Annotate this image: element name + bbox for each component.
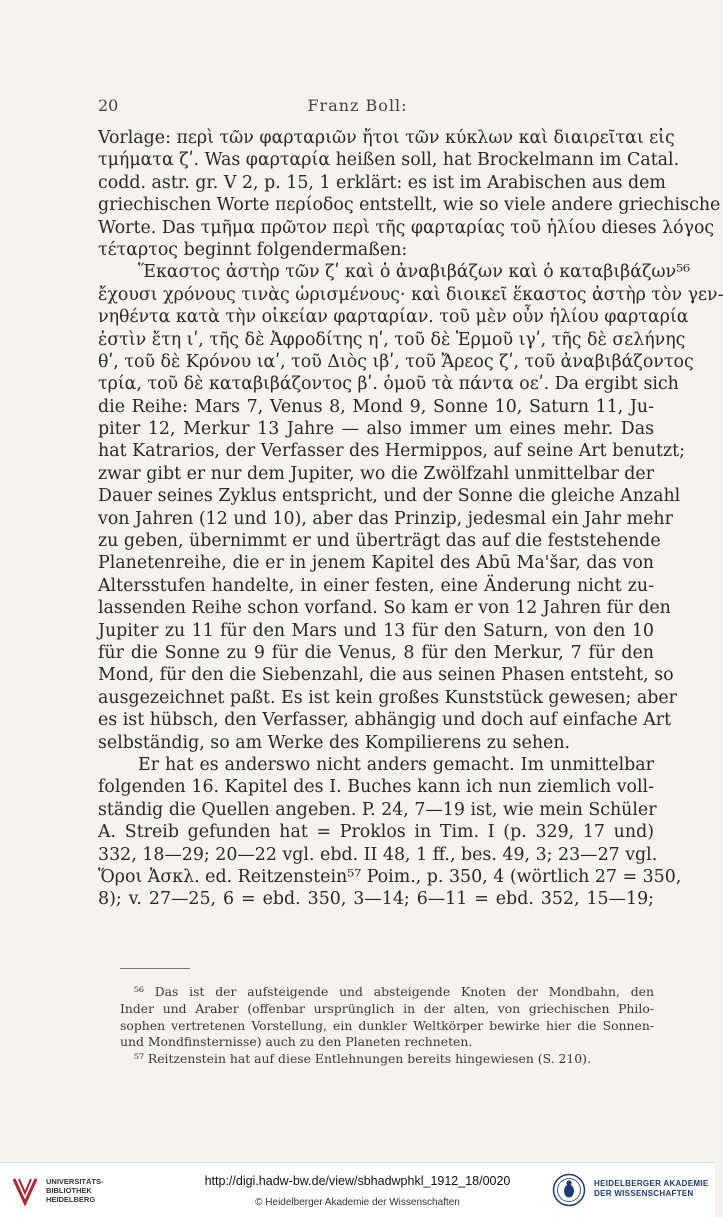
footnote-line: ⁵⁷ Reitzenstein hat auf diese Entlehnungen bereits hingewiesen (S. 210). <box>134 1051 591 1067</box>
text-line: ausgezeichnet paßt. Es ist kein großes Kunststück gewesen; aber <box>98 687 677 708</box>
text-line: 8); v. 27—25, 6 = ebd. 350, 3—14; 6—11 = ebd. 352, 15—19; <box>98 889 654 910</box>
text-line: Vorlage: περὶ τῶν φαρταριῶν ἤτοι τῶν κύκλων καὶ διαιρεῖται εἰς <box>98 128 675 148</box>
footnotes <box>120 984 654 1068</box>
text-line: Jupiter zu 11 für den Mars und 13 für den Saturn, von den 10 <box>98 620 654 641</box>
text-line: τμήματα ζʹ. Was φαρταρία heißen soll, hat Brockelmann im Catal. <box>98 150 680 171</box>
page-number: 20 <box>98 96 119 115</box>
text-line: für die Sonne zu 9 für die Venus, 8 für den Merkur, 7 für den <box>98 642 654 663</box>
library-name-line: UNIVERSITÄTS- <box>46 1177 104 1186</box>
text-line: zwar gibt er nur dem Jupiter, wo die Zwölfzahl unmittelbar der <box>98 463 655 484</box>
text-line: piter 12, Merkur 13 Jahre — also immer um eines mehr. Das <box>98 419 654 440</box>
text-line: Er hat es anderswo nicht anders gemacht. Im unmittelbar <box>138 754 654 775</box>
text-line: A. Streib gefunden hat = Proklos in Tim. I (p. 329, 17 und) <box>98 822 654 843</box>
text-line: ἔχουσι χρόνους τινὰς ὡρισμένους· καὶ διοικεῖ ἕκαστος ἀστὴρ τὸν γεν- <box>98 284 723 305</box>
text-line: Mond, für den die Siebenzahl, die aus seinen Phasen entsteht, so <box>98 665 674 686</box>
text-line: τέταρτος beginnt folgendermaßen: <box>98 239 408 260</box>
text-line: hat Katrarios, der Verfasser des Hermippos, auf seine Art benutzt; <box>98 441 686 462</box>
text-line: von Jahren (12 und 10), aber das Prinzip, jedesmal ein Jahr mehr <box>98 508 673 529</box>
running-head: Franz Boll: <box>307 96 408 115</box>
text-line: θʹ, τοῦ δὲ Κρόνου ιαʹ, τοῦ Διὸς ιβʹ, τοῦ Ἄρεος ζʹ, τοῦ ἀναβιβάζοντος <box>98 351 694 372</box>
text-line: Dauer seines Zyklus entspricht, und der Sonne die gleiche Anzahl <box>98 486 681 507</box>
text-line: es ist hübsch, den Verfasser, abhängig und doch auf einfache Art <box>98 710 672 731</box>
academy-name-line: DER WISSENSCHAFTEN <box>594 1189 694 1198</box>
academy-name-line: HEIDELBERGER AKADEMIE <box>594 1179 709 1188</box>
text-line: lassenden Reihe schon vorfand. So kam er von 12 Jahren für den <box>98 598 671 619</box>
text-line: Planetenreihe, die er in jenem Kapitel des Abū Ma'šar, das von <box>98 553 654 574</box>
text-line: selbständig, so am Werke des Kompilierens zu sehen. <box>98 732 571 753</box>
page-header <box>0 96 715 120</box>
text-line: Ὅροι Ἀσκλ. ed. Reitzenstein⁵⁷ Poim., p. 350, 4 (wörtlich 27 = 350, <box>98 866 682 887</box>
copyright-notice: © Heidelberger Akademie der Wissenschaften <box>255 1197 460 1208</box>
text-line: Altersstufen handelte, in einer festen, eine Änderung nicht zu- <box>98 575 654 596</box>
text-line: Worte. Das τμῆμα πρῶτον περὶ τῆς φαρταρίας τοῦ ἡλίου dieses λόγος <box>98 217 715 238</box>
text-line: codd. astr. gr. V 2, p. 15, 1 erklärt: es ist im Arabischen aus dem <box>98 172 666 193</box>
permalink-url[interactable]: http://digi.hadw-bw.de/view/sbhadwphkl_1912_18/0020 <box>204 1174 511 1188</box>
text-line: ἐστὶν ἔτη ιʹ, τῆς δὲ Ἀφροδίτης ηʹ, τοῦ δὲ Ἑρμοῦ ιγʹ, τῆς δὲ σελήνης <box>98 329 686 350</box>
library-name-line: HEIDELBERG <box>46 1195 96 1204</box>
academy-name <box>594 1179 708 1199</box>
footnote-line: und Mondfinsternisse) auch zu den Planeten rechneten. <box>120 1034 473 1050</box>
text-line: die Reihe: Mars 7, Venus 8, Mond 9, Sonne 10, Saturn 11, Ju- <box>98 396 654 417</box>
footnote-divider <box>120 968 190 969</box>
text-line: 332, 18—29; 20—22 vgl. ebd. II 48, 1 ff., bes. 49, 3; 23—27 vgl. <box>98 844 658 865</box>
academy-seal-icon <box>552 1173 586 1207</box>
main-text <box>98 127 723 911</box>
text-line: griechischen Worte περίοδος entstellt, wie so viele andere griechische <box>98 195 721 216</box>
text-line: zu geben, übernimmt er und überträgt das auf die feststehende <box>98 531 661 552</box>
footnote-line: ⁵⁶ Das ist der aufsteigende und absteigende Knoten der Mondbahn, den <box>134 984 654 999</box>
text-line: νηθέντα κατὰ τὴν οἰκείαν φαρταρίαν. τοῦ μὲν οὖν ἡλίου φαρταρία <box>98 307 689 328</box>
text-line: Ἕκαστος ἀστὴρ τῶν ζʹ καὶ ὁ ἀναβιβάζων καὶ ὁ καταβιβάζων⁵⁶ <box>138 262 691 283</box>
text-line: folgenden 16. Kapitel des I. Buches kann ich nun ziemlich voll- <box>98 777 654 798</box>
viewer-footer <box>0 1162 715 1217</box>
text-line: τρία, τοῦ δὲ καταβιβάζοντος βʹ. ὁμοῦ τὰ πάντα οεʹ. Da ergibt sich <box>98 374 679 395</box>
footnote-line: sophen vertretenen Vorstellung, ein dunkler Weltkörper bewirke hier die Sonnen- <box>120 1017 654 1033</box>
library-name-line: BIBLIOTHEK <box>46 1186 92 1195</box>
footnote-line: Inder und Araber (offenbar ursprünglich in der alten, von griechischen Philo- <box>120 1000 654 1016</box>
text-line: ständig die Quellen angeben. P. 24, 7—19 ist, wie mein Schüler <box>98 799 657 820</box>
